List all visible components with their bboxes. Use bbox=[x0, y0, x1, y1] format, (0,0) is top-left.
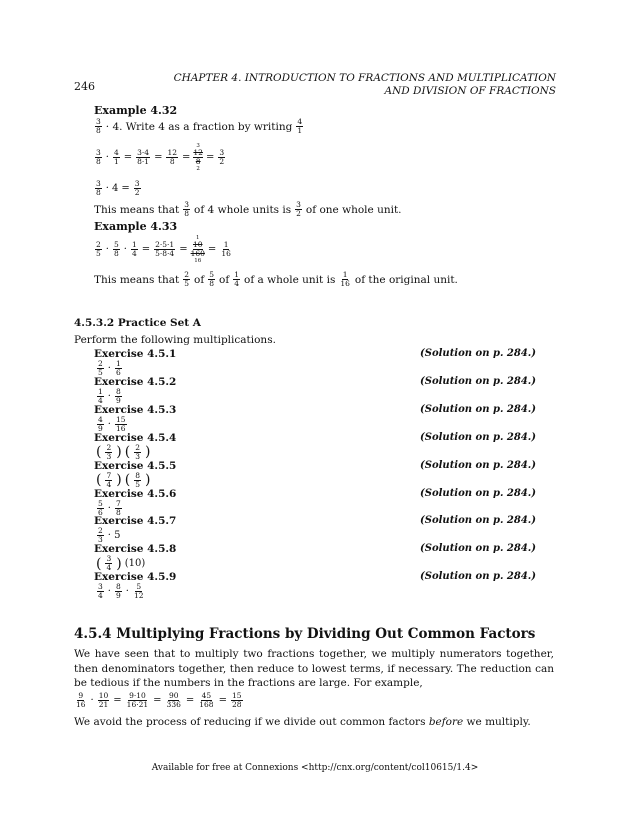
solution-link[interactable]: (Solution on p. 284.) bbox=[420, 571, 536, 583]
exercise-row bbox=[94, 460, 536, 488]
exercise-expression bbox=[96, 527, 121, 544]
fraction: $\frac{2}{3}$ bbox=[106, 442, 112, 461]
reduction-example: $\frac{9}{16}$ · $\frac{10}{21}$ = $\frac{9\cdot 10}{16\cdot 21}$ = $\frac{90}{336}$ = $\frac{45}{168}$ = $\frac{15}{28}$ bbox=[76, 691, 242, 709]
fraction: $\frac{2}{3}$ bbox=[135, 442, 140, 461]
fraction: $\frac{8}{5}$ bbox=[135, 470, 140, 489]
fraction: $\frac{3}{8}$ bbox=[96, 117, 101, 135]
exercise-label: Exercise 4.5.2 bbox=[94, 375, 177, 388]
fraction: $\frac{5}{12}$ bbox=[133, 582, 144, 601]
solution-link[interactable]: (Solution on p. 284.) bbox=[420, 487, 536, 499]
exercise-row bbox=[94, 515, 536, 543]
example-4-32-intro: $\frac{3}{8}$ · 4. Write 4 as a fraction by writing $\frac{4}{1}$ bbox=[96, 117, 303, 135]
fraction: $\frac{4}{1}$ bbox=[297, 117, 303, 135]
solution-link[interactable]: (Solution on p. 284.) bbox=[420, 515, 536, 527]
solution-link[interactable]: (Solution on p. 284.) bbox=[420, 543, 536, 555]
fraction: $\frac{7}{8}$ bbox=[115, 498, 121, 517]
exercise-row bbox=[94, 571, 536, 599]
fraction: $\frac{7}{4}$ bbox=[106, 470, 112, 489]
exercise-row bbox=[94, 543, 536, 571]
exercise-label: Exercise 4.5.1 bbox=[94, 348, 177, 360]
chapter-title bbox=[156, 72, 556, 98]
chapter-title-line2: AND DIVISION OF FRACTIONS bbox=[384, 85, 556, 97]
solution-link[interactable]: (Solution on p. 284.) bbox=[420, 375, 536, 387]
fraction: $\frac{2}{3}$ bbox=[98, 526, 103, 545]
fraction: $\frac{2}{5}$ bbox=[98, 359, 103, 377]
fraction: $\frac{3}{4}$ bbox=[106, 554, 112, 573]
section-paragraph-1: We have seen that to multiply two fractions together, we multiply numerators together, then denominators together, then reduce to lowest terms, if necessary. The reduction can be tedious if the numbers in the fractions are large. For example, bbox=[74, 648, 554, 689]
example-4-32-meaning: This means that $\frac{3}{8}$ of 4 whole units is $\frac{3}{2}$ of one whole unit. bbox=[94, 200, 402, 218]
example-4-33-meaning: This means that $\frac{2}{5}$ of $\frac{5}{8}$ of $\frac{1}{4}$ of a whole unit is $\frac{1}{16}$ of the original unit. bbox=[94, 270, 458, 288]
exercise-expression: $\frac{1}{4}$ · $\frac{8}{9}$ bbox=[98, 386, 121, 405]
fraction: $\frac{4}{9}$ bbox=[98, 414, 103, 433]
fraction: $\frac{1}{4}$ bbox=[98, 386, 103, 405]
exercise-expression: $\frac{2}{5}$ · $\frac{1}{6}$ bbox=[98, 359, 121, 377]
exercise-tail: · 5 bbox=[107, 530, 121, 542]
fraction: $\frac{8}{9}$ bbox=[115, 582, 121, 601]
chapter-title-line1: CHAPTER 4. INTRODUCTION TO FRACTIONS AND MULTIPLICATION bbox=[173, 72, 556, 84]
example-4-33-title: Example 4.33 bbox=[94, 220, 178, 233]
exercise-expression: $\frac{5}{6}$ · $\frac{7}{8}$ bbox=[98, 498, 121, 517]
exercise-label: Exercise 4.5.9 bbox=[94, 571, 177, 584]
fraction: $\frac{1}{6}$ bbox=[115, 359, 121, 377]
solution-link[interactable]: (Solution on p. 284.) bbox=[420, 403, 536, 415]
solution-link[interactable]: (Solution on p. 284.) bbox=[420, 431, 536, 443]
exercise-row bbox=[94, 488, 536, 516]
exercise-expression: ( $\frac{3}{4}$ ) (10) bbox=[96, 554, 146, 573]
exercise-label: Exercise 4.5.6 bbox=[94, 487, 177, 500]
practice-instruction: Perform the following multiplications. bbox=[74, 334, 276, 346]
section-heading: 4.5.4 Multiplying Fractions by Dividing Out Common Factors bbox=[74, 626, 536, 642]
exercise-label: Exercise 4.5.5 bbox=[94, 459, 177, 472]
practice-set-heading: 4.5.3.2 Practice Set A bbox=[74, 317, 201, 329]
exercise-label: Exercise 4.5.7 bbox=[94, 515, 177, 528]
exercise-label: Exercise 4.5.8 bbox=[94, 543, 177, 556]
fraction: $\frac{15}{16}$ bbox=[115, 414, 126, 433]
exercise-expression: $\frac{3}{4}$ · $\frac{8}{9}$ · $\frac{5}{12}$ bbox=[98, 582, 144, 601]
page-number: 246 bbox=[74, 80, 95, 93]
example-4-32-answer: $\frac{3}{8}$ · 4 = $\frac{3}{2}$ bbox=[96, 179, 140, 197]
solution-link[interactable]: (Solution on p. 284.) bbox=[420, 348, 536, 359]
exercise-tail: (10) bbox=[124, 558, 146, 570]
exercise-row bbox=[94, 432, 536, 460]
exercise-label: Exercise 4.5.3 bbox=[94, 403, 177, 416]
fraction: $\frac{3}{4}$ bbox=[98, 582, 103, 601]
cancelled-fraction: 3 12 8 2 bbox=[193, 143, 203, 172]
example-4-32-computation: $\frac{3}{8}$ · $\frac{4}{1}$ = $\frac{3\cdot 4}{8\cdot 1}$ = $\frac{12}{8}$ = 3 12 8 2 = $\frac{3}{2}$ bbox=[96, 143, 225, 172]
exercise-label: Exercise 4.5.4 bbox=[94, 431, 177, 444]
fraction: $\frac{8}{9}$ bbox=[115, 386, 121, 405]
cancelled-fraction: 1 10 160 16 bbox=[190, 235, 205, 264]
exercise-row bbox=[94, 376, 536, 404]
solution-link[interactable]: (Solution on p. 284.) bbox=[420, 459, 536, 471]
section-paragraph-2: We avoid the process of reducing if we divide out common factors before we multiply. bbox=[74, 716, 531, 728]
example-4-33-computation: $\frac{2}{5}$ · $\frac{5}{8}$ · $\frac{1}{4}$ = $\frac{2\cdot 5\cdot 1}{5\cdot 8\cdot 4}$ = 1 10 160 16 = $\frac{1}{16}$ bbox=[96, 235, 231, 264]
footer-attribution: Available for free at Connexions <http://cnx.org/content/col10615/1.4> bbox=[151, 763, 479, 773]
example-4-32-title: Example 4.32 bbox=[94, 104, 178, 117]
fraction: $\frac{5}{6}$ bbox=[98, 498, 103, 517]
exercise-row bbox=[94, 404, 536, 432]
exercise-expression: ( $\frac{7}{4}$ ) ( $\frac{8}{5}$ ) bbox=[96, 470, 151, 489]
exercise-expression: $\frac{4}{9}$ · $\frac{15}{16}$ bbox=[98, 414, 126, 433]
exercise-row bbox=[94, 348, 536, 376]
exercise-expression: ( $\frac{2}{3}$ ) ( $\frac{2}{3}$ ) bbox=[96, 442, 151, 461]
